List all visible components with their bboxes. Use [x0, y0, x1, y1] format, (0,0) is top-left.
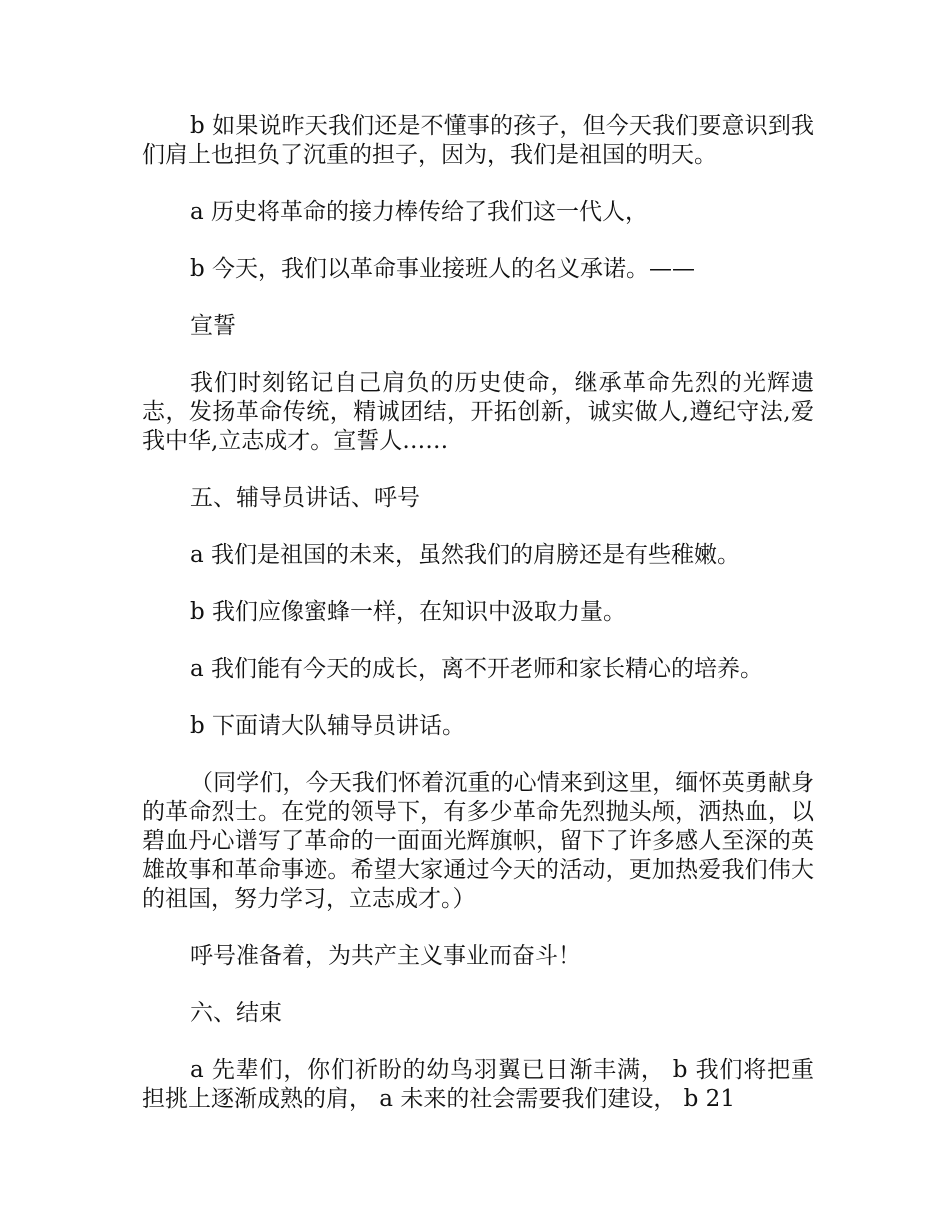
paragraph-ending: a 先辈们，你们祈盼的幼鸟羽翼已日渐丰满， b 我们将把重担挑上逐渐成熟的肩， a 未来的社会需要我们建设， b 21	[142, 1057, 814, 1112]
paragraph-b-bees: b 我们应像蜜蜂一样，在知识中汲取力量。	[190, 599, 627, 625]
section-heading-6: 六、结束	[190, 1000, 282, 1026]
document-page	[142, 112, 814, 1114]
paragraph-a-growth: a 我们能有今天的成长，离不开老师和家长精心的培养。	[190, 656, 764, 682]
paragraph-counselor-speech: （同学们，今天我们怀着沉重的心情来到这里，缅怀英勇献身的革命烈士。在党的领导下，有多少革命先烈抛头颅，洒热血，以碧血丹心谱写了革命的一面面光辉旗帜，留下了许多感人至深的英雄故事和革命事迹。希望大家通过今天的活动，更加热爱我们伟大的祖国，努力学习，立志成才。）	[142, 770, 814, 912]
paragraph-a-history-baton: a 历史将革命的接力棒传给了我们这一代人，	[190, 199, 649, 225]
paragraph-b-counselor: b 下面请大队辅导员讲话。	[190, 713, 466, 739]
paragraph-b-yesterday: b 如果说昨天我们还是不懂事的孩子，但今天我们要意识到我们肩上也担负了沉重的担子，因为，我们是祖国的明天。	[142, 113, 814, 168]
paragraph-a-future: a 我们是祖国的未来，虽然我们的肩膀还是有些稚嫩。	[190, 542, 741, 568]
paragraph-slogan: 呼号准备着，为共产主义事业而奋斗！	[190, 943, 581, 969]
paragraph-oath-text: 我们时刻铭记自己肩负的历史使命，继承革命先烈的光辉遗志，发扬革命传统，精诚团结，开拓创新，诚实做人,遵纪守法,爱我中华,立志成才。宣誓人……	[142, 370, 814, 454]
paragraph-b-promise: b 今天，我们以革命事业接班人的名义承诺。——	[190, 256, 696, 282]
section-heading-oath: 宣誓	[190, 313, 236, 339]
section-heading-5: 五、辅导员讲话、呼号	[190, 485, 420, 511]
